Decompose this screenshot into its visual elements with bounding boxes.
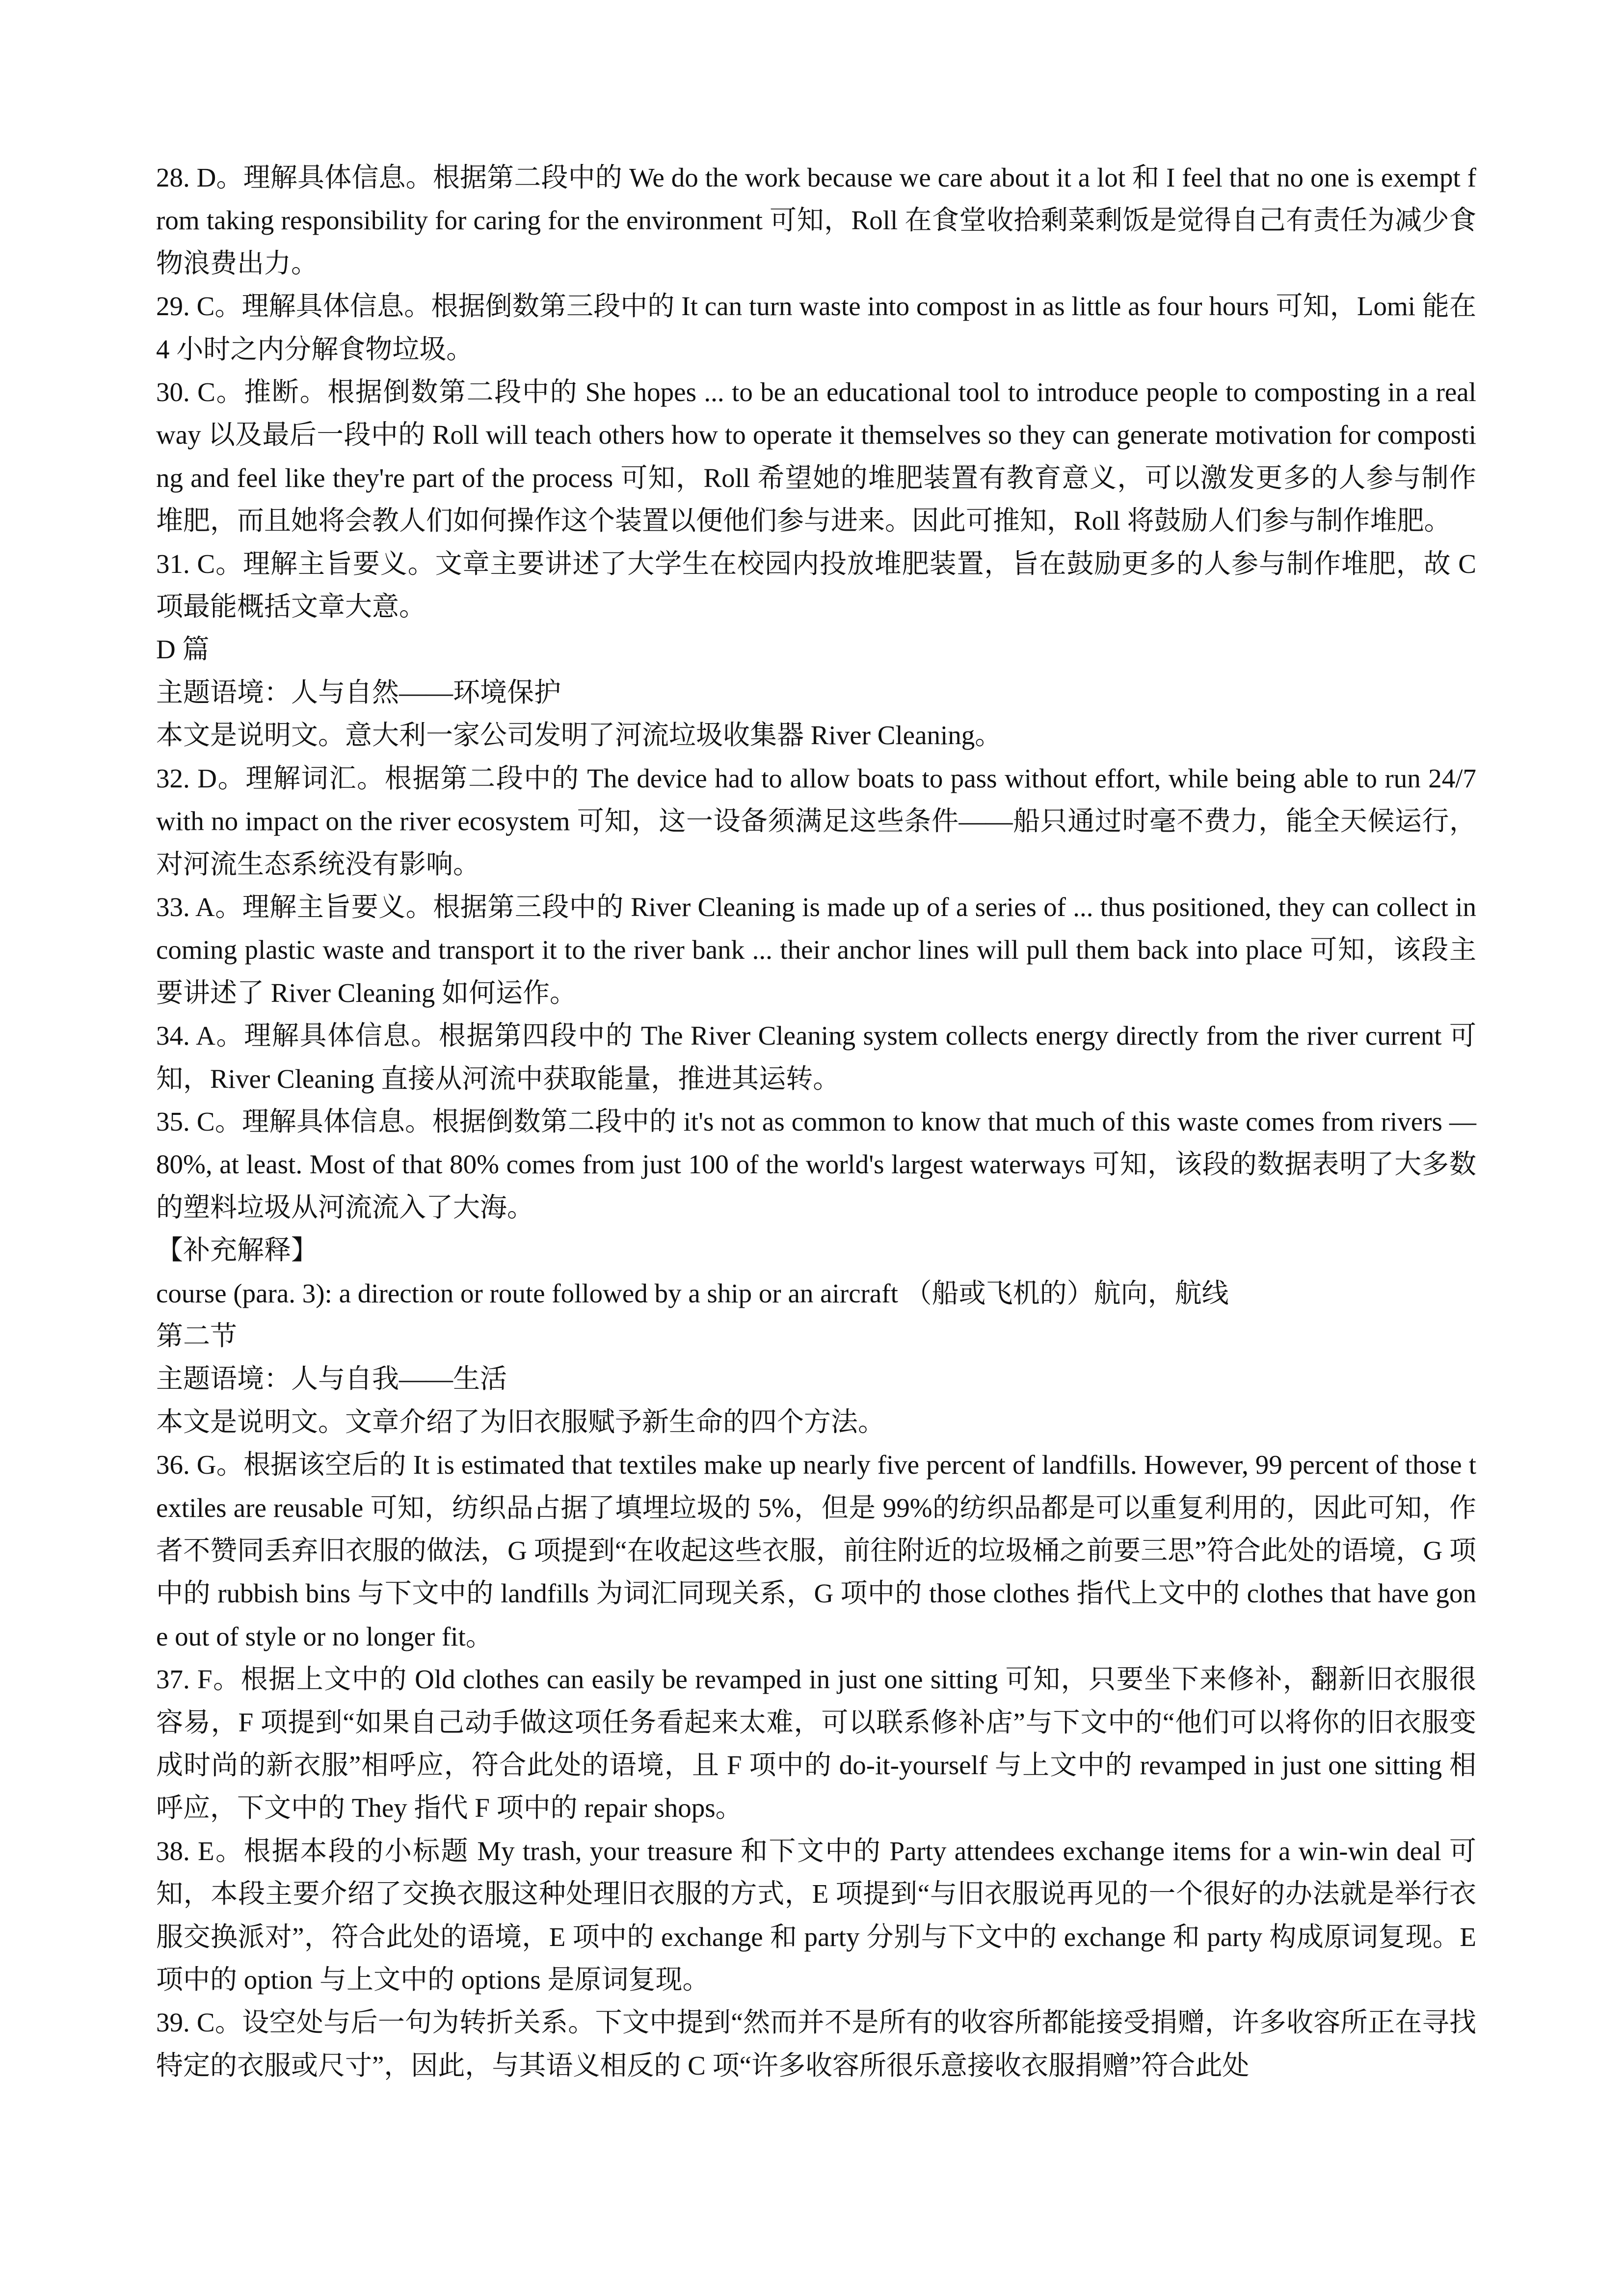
document-page [156, 156, 1476, 2087]
vocabulary-note: course (para. 3): a direction or route followed by a ship or an aircraft （船或飞机的）航向，航线 [156, 1278, 1229, 1308]
section-heading-part-two: 第二节 [156, 1321, 238, 1351]
answer-32: 32. D。理解词汇。根据第二段中的 The device had to allow boats to pass without effort, while being able to run 24/7 with no impact on the river ecosystem 可知，这一设备须满足这些条件——船只通过时毫不费力，能全天候运行，对河流生态系统没有影响。 [156, 763, 1476, 879]
answer-33: 33. A。理解主旨要义。根据第三段中的 River Cleaning is made up of a series of ... thus positioned, they can collect incoming plastic waste and transport it to the river bank ... their anchor lines will pull them back into place 可知，该段主要讲述了 River Cleaning 如何运作。 [156, 891, 1476, 1008]
passage-summary-d: 本文是说明文。意大利一家公司发明了河流垃圾收集器 River Cleaning。 [156, 720, 1002, 751]
answer-36: 36. G。根据该空后的 It is estimated that textiles make up nearly five percent of landfills. However, 99 percent of those textiles are reusable 可知，纺织品占据了填埋垃圾的 5%，但是 99%的纺织品都是可以重复利用的，因此可知，作者不赞同丢弃旧衣服的做法，G 项提到“在收起这些衣服，前往附近的垃圾桶之前要三思”符合此处的语境，G 项中的 rubbish bins 与下文中的 landfills 为词汇同现关系，G 项中的 those clothes 指代上文中的 clothes that have gone out of style or no longer fit。 [156, 1450, 1476, 1651]
answer-39: 39. C。设空处与后一句为转折关系。下文中提到“然而并不是所有的收容所都能接受捐赠，许多收容所正在寻找特定的衣服或尺寸”，因此，与其语义相反的 C 项“许多收容所很乐意接收衣服捐赠”符合此处 [156, 2007, 1476, 2080]
section-heading-d: D 篇 [156, 634, 210, 665]
answer-29: 29. C。理解具体信息。根据倒数第三段中的 It can turn waste into compost in as little as four hours 可知，Lomi 能在 4 小时之内分解食物垃圾。 [156, 291, 1476, 364]
answer-37: 37. F。根据上文中的 Old clothes can easily be revamped in just one sitting 可知，只要坐下来修补，翻新旧衣服很容易，F 项提到“如果自己动手做这项任务看起来太难，可以联系修补店”与下文中的“他们可以将你的旧衣服变成时尚的新衣服”相呼应，符合此处的语境，且 F 项中的 do-it-yourself 与上文中的 revamped in just one sitting 相呼应，下文中的 They 指代 F 项中的 repair shops。 [156, 1664, 1476, 1823]
theme-context-part-two: 主题语境：人与自我——生活 [156, 1364, 507, 1394]
theme-context-d: 主题语境：人与自然——环境保护 [156, 677, 561, 707]
answer-28: 28. D。理解具体信息。根据第二段中的 We do the work because we care about it a lot 和 I feel that no one is exempt from taking responsibility for caring for the environment 可知，Roll 在食堂收拾剩菜剩饭是觉得自己有责任为减少食物浪费出力。 [156, 162, 1476, 278]
answer-30: 30. C。推断。根据倒数第二段中的 She hopes ... to be an educational tool to introduce people to composting in a real way 以及最后一段中的 Roll will teach others how to operate it themselves so they can generate motivation for composting and feel like they're part of the process 可知，Roll 希望她的堆肥装置有教育意义，可以激发更多的人参与制作堆肥，而且她将会教人们如何操作这个装置以便他们参与进来。因此可推知，Roll 将鼓励人们参与制作堆肥。 [156, 377, 1476, 536]
answer-38: 38. E。根据本段的小标题 My trash, your treasure 和下文中的 Party attendees exchange items for a win-win deal 可知，本段主要介绍了交换衣服这种处理旧衣服的方式，E 项提到“与旧衣服说再见的一个很好的办法就是举行衣服交换派对”，符合此处的语境，E 项中的 exchange 和 party 分别与下文中的 exchange 和 party 构成原词复现。E 项中的 option 与上文中的 options 是原词复现。 [156, 1836, 1476, 1995]
supplementary-heading: 【补充解释】 [156, 1235, 319, 1266]
passage-summary-part-two: 本文是说明文。文章介绍了为旧衣服赋予新生命的四个方法。 [156, 1406, 885, 1437]
answer-35: 35. C。理解具体信息。根据倒数第二段中的 it's not as common to know that much of this waste comes from rivers — 80%, at least. Most of that 80% comes from just 100 of the world's largest waterways 可知，该段的数据表明了大多数的塑料垃圾从河流流入了大海。 [156, 1106, 1476, 1222]
answer-31: 31. C。理解主旨要义。文章主要讲述了大学生在校园内投放堆肥装置，旨在鼓励更多的人参与制作堆肥，故 C 项最能概括文章大意。 [156, 548, 1476, 622]
answer-34: 34. A。理解具体信息。根据第四段中的 The River Cleaning system collects energy directly from the river current 可知，River Cleaning 直接从河流中获取能量，推进其运转。 [156, 1021, 1476, 1094]
